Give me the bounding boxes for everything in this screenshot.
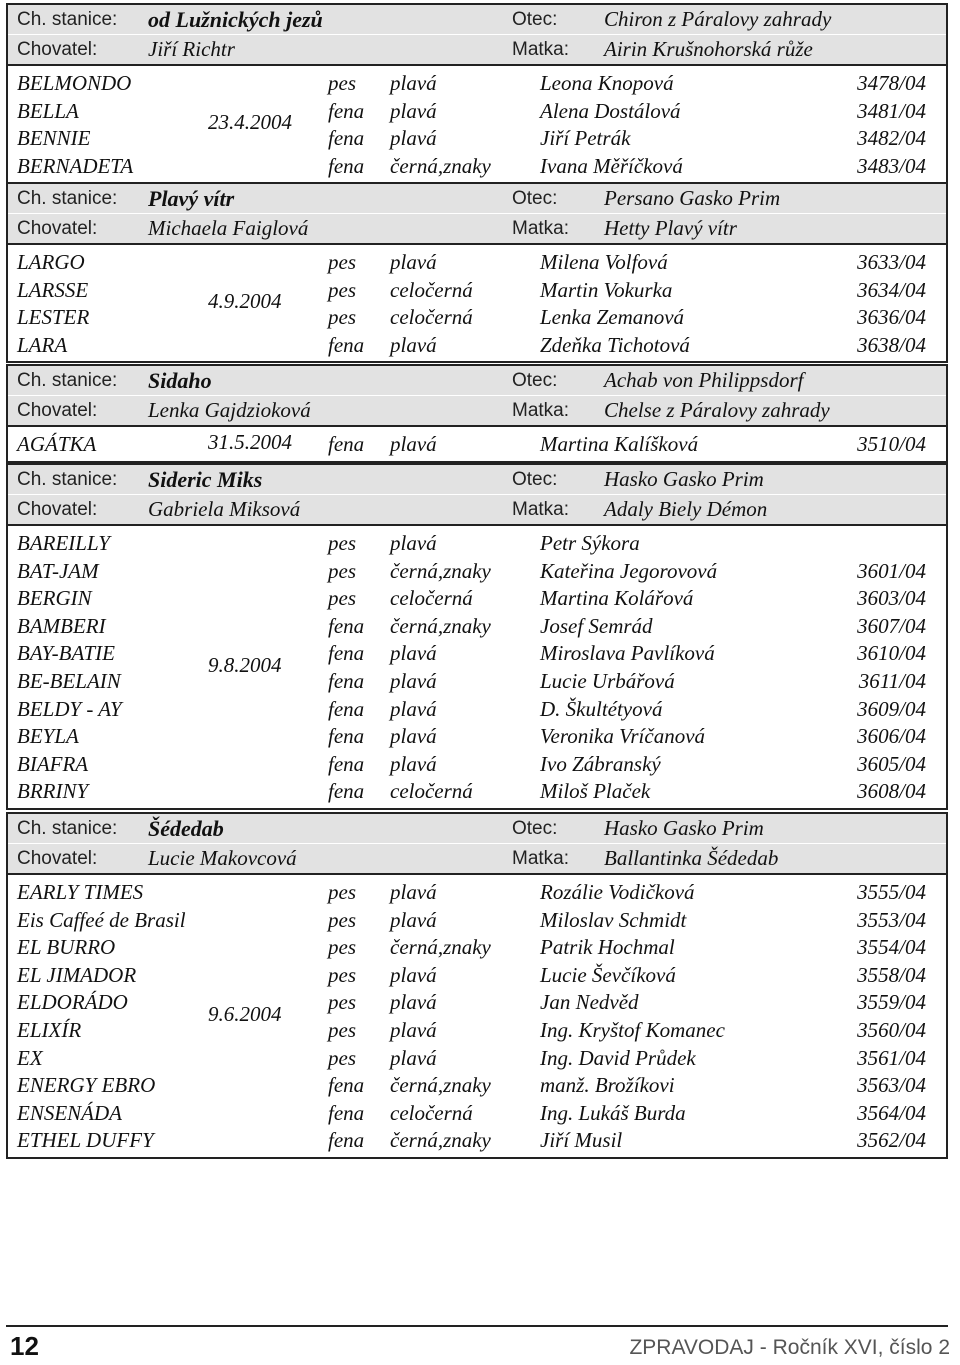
litter-block [6,812,948,1159]
pup-sex: fena [328,1128,365,1153]
publication-title: ZPRAVODAJ - Ročník XVI, číslo 2 [629,1336,950,1359]
mother-name: Ballantinka Šédedab [604,846,779,870]
pup-name: BAY-BATIE [17,641,115,666]
pup-number: 3510/04 [857,432,926,456]
pup-row [8,639,946,667]
pup-list [8,427,946,461]
station-label: Ch. stanice: [17,818,118,839]
pup-sex: pes [328,907,356,932]
breeder-name: Michaela Faiglová [148,216,309,240]
pup-name: LARSSE [17,277,89,302]
pup-owner: Martina Kolářová [540,586,694,611]
pup-owner: Miroslava Pavlíková [540,641,715,666]
mother-label: Matka: [512,218,570,239]
breeder-name: Lenka Gajdzioková [148,398,311,422]
pup-owner: Petr Sýkora [540,531,640,555]
pup-row [8,878,946,906]
station-label: Ch. stanice: [17,469,118,490]
pup-name: BERNADETA [17,153,134,178]
pup-number: 3638/04 [857,332,926,357]
pup-owner: Martina Kalíšková [540,432,699,456]
pup-number: 3603/04 [857,586,926,611]
pup-row [8,584,946,612]
pup-color: plavá [390,724,437,749]
pup-color: plavá [390,71,437,95]
birth-date: 23.4.2004 [208,110,292,135]
pup-sex: pes [328,990,356,1015]
litter-block [6,182,948,363]
pup-owner: Zdeňka Tichotová [540,332,690,357]
station-name: Šédedab [148,816,224,841]
pup-color: celočerná [390,305,473,330]
pup-row [8,933,946,961]
father-name: Chiron z Páralovy zahrady [604,7,832,31]
pup-sex: pes [328,558,356,583]
pup-sex: pes [328,880,356,904]
pup-name: BIAFRA [17,751,89,776]
mother-label: Matka: [512,848,570,869]
father-name: Persano Gasko Prim [604,186,781,210]
pup-name: EX [17,1045,43,1070]
pup-color: černá,znaky [390,558,491,583]
pup-color: plavá [390,1017,437,1042]
pup-color: plavá [390,990,437,1015]
pup-color: černá,znaky [390,935,491,960]
pup-number: 3553/04 [857,907,926,932]
pup-owner: Alena Dostálová [540,98,681,123]
pup-owner: Patrik Hochmal [540,935,675,960]
pup-row [8,695,946,723]
pup-name: ELDORÁDO [17,990,128,1015]
pup-row [8,906,946,934]
pup-owner: Josef Semrád [540,613,653,638]
pup-sex: pes [328,1017,356,1042]
litter-block [6,3,948,184]
pup-name: BE-BELAIN [17,668,121,693]
pup-number: 3564/04 [857,1100,926,1125]
birth-date: 9.8.2004 [208,653,282,677]
mother-name: Hetty Plavý vítr [604,216,737,240]
pup-name: EARLY TIMES [17,880,144,904]
footer-divider [6,1325,948,1327]
mother-label: Matka: [512,39,570,60]
pup-name: AGÁTKA [17,432,97,456]
pup-row [8,430,946,458]
litter-header [8,5,946,66]
breeder-name: Gabriela Miksová [148,497,301,521]
pup-row [8,722,946,750]
pup-owner: Miloslav Schmidt [540,907,687,932]
pup-number: 3554/04 [857,935,926,960]
pup-row [8,529,946,557]
pup-row [8,777,946,805]
pup-number: 3609/04 [857,696,926,721]
pup-row [8,988,946,1016]
pup-row [8,750,946,778]
pup-owner: Kateřina Jegorovová [540,558,718,583]
litter-header [8,184,946,245]
pup-color: plavá [390,907,437,932]
father-name: Achab von Philippsdorf [604,368,804,392]
mother-label: Matka: [512,400,570,421]
father-label: Otec: [512,370,558,391]
pup-owner: Miloš Plaček [540,779,651,804]
pup-name: BEYLA [17,724,79,749]
father-label: Otec: [512,469,558,490]
pup-name: BAT-JAM [17,558,99,583]
pup-number: 3562/04 [857,1128,926,1153]
pup-owner: Ing. Kryštof Komanec [540,1017,725,1042]
pup-row [8,667,946,695]
pup-name: BELLA [17,98,79,123]
breeder-label: Chovatel: [17,218,98,239]
pup-sex: fena [328,641,365,666]
breeder-name: Jiří Richtr [148,37,235,61]
father-name: Hasko Gasko Prim [604,816,764,840]
station-label: Ch. stanice: [17,188,118,209]
station-name: Plavý vítr [148,186,235,211]
pup-number: 3561/04 [857,1045,926,1070]
pup-row [8,152,946,180]
pup-owner: Veronika Vríčanová [540,724,706,749]
pup-sex: pes [328,962,356,987]
pup-color: plavá [390,641,437,666]
litter-header [8,814,946,875]
pup-owner: Lucie Ševčíková [540,962,676,987]
pup-color: celočerná [390,1100,473,1125]
pup-row [8,1126,946,1154]
pup-number: 3610/04 [857,641,926,666]
pup-row [8,612,946,640]
pup-number: 3558/04 [857,962,926,987]
pup-number: 3606/04 [857,724,926,749]
pup-name: BERGIN [17,586,92,611]
pup-name: ELIXÍR [17,1017,82,1042]
pup-name: LESTER [17,305,90,330]
pup-owner: Ing. Lukáš Burda [540,1100,686,1125]
pup-row [8,331,946,359]
pup-color: černá,znaky [390,1128,491,1153]
pup-sex: fena [328,1073,365,1098]
pup-row [8,97,946,125]
mother-label: Matka: [512,499,570,520]
pup-number: 3611/04 [858,668,926,693]
pup-sex: pes [328,277,356,302]
father-label: Otec: [512,9,558,30]
pup-row [8,961,946,989]
station-label: Ch. stanice: [17,370,118,391]
breeder-label: Chovatel: [17,499,98,520]
pup-number: 3607/04 [857,613,926,638]
pup-name: EL JIMADOR [17,962,137,987]
pup-owner: Leona Knopová [540,71,674,95]
page-number: 12 [10,1331,39,1361]
pup-owner: Jiří Musil [540,1128,623,1153]
pup-name: BAREILLY [17,531,110,555]
pup-sex: fena [328,696,365,721]
pup-name: BRRINY [17,779,89,804]
pup-number: 3560/04 [857,1017,926,1042]
pup-color: plavá [390,98,437,123]
pup-sex: pes [328,586,356,611]
pup-name: Eis Caffeé de Brasil [17,907,186,932]
station-name: Sidaho [148,368,212,393]
pup-list [8,875,946,1157]
pup-number: 3634/04 [857,277,926,302]
station-name: od Lužnických jezů [148,7,323,32]
pup-number: 3559/04 [857,990,926,1015]
pup-color: plavá [390,332,437,357]
mother-name: Adaly Biely Démon [604,497,768,521]
pup-sex: fena [328,126,365,151]
pup-color: celočerná [390,277,473,302]
father-name: Hasko Gasko Prim [604,467,764,491]
litter-block [6,463,948,810]
pup-color: plavá [390,696,437,721]
litter-header [8,465,946,526]
pup-sex: fena [328,668,365,693]
pup-color: plavá [390,962,437,987]
pup-sex: fena [328,1100,365,1125]
pup-number: 3636/04 [857,305,926,330]
pup-number: 3478/04 [857,71,926,95]
pup-owner: Jan Nedvěd [540,990,639,1015]
pup-number: 3563/04 [857,1073,926,1098]
pup-owner: Ivana Měříčková [540,153,683,178]
pup-list [8,245,946,361]
station-label: Ch. stanice: [17,9,118,30]
mother-name: Airin Krušnohorská růže [604,37,813,61]
pup-sex: fena [328,779,365,804]
pup-name: BENNIE [17,126,91,151]
pup-color: plavá [390,668,437,693]
pup-color: plavá [390,880,437,904]
pup-owner: Lenka Zemanová [540,305,685,330]
pup-color: černá,znaky [390,153,491,178]
pup-row [8,1044,946,1072]
pup-sex: fena [328,613,365,638]
pup-color: plavá [390,126,437,151]
father-label: Otec: [512,188,558,209]
birth-date: 31.5.2004 [208,429,292,454]
pup-sex: fena [328,751,365,776]
pup-sex: pes [328,250,356,274]
pup-color: černá,znaky [390,613,491,638]
pup-name: EL BURRO [17,935,116,960]
pup-owner: Ivo Zábranský [540,751,661,776]
litter-header [8,366,946,427]
pup-color: celočerná [390,586,473,611]
pup-color: plavá [390,1045,437,1070]
pup-color: plavá [390,250,437,274]
father-label: Otec: [512,818,558,839]
pup-row [8,276,946,304]
pup-name: LARA [17,332,68,357]
pup-owner: Rozálie Vodičková [540,880,695,904]
pup-row [8,248,946,276]
pup-sex: pes [328,1045,356,1070]
breeder-label: Chovatel: [17,848,98,869]
pup-row [8,124,946,152]
breeder-name: Lucie Makovcová [148,846,297,870]
pup-name: BELMONDO [17,71,132,95]
pup-number: 3601/04 [857,558,926,583]
breeder-label: Chovatel: [17,400,98,421]
pup-sex: fena [328,153,365,178]
pup-sex: pes [328,71,356,95]
pup-row [8,557,946,585]
pup-owner: Ing. David Průdek [540,1045,696,1070]
pup-number: 3482/04 [857,126,926,151]
litter-block [6,364,948,463]
pup-color: plavá [390,531,437,555]
pup-list [8,526,946,808]
pup-color: plavá [390,432,437,456]
pup-sex: fena [328,724,365,749]
pup-sex: fena [328,332,365,357]
pup-list [8,66,946,182]
pup-owner: manž. Brožíkovi [540,1073,675,1098]
pup-sex: pes [328,935,356,960]
mother-name: Chelse z Páralovy zahrady [604,398,830,422]
pup-row [8,1071,946,1099]
pup-number: 3481/04 [857,98,926,123]
pup-sex: fena [328,432,365,456]
pup-row [8,1016,946,1044]
birth-date: 9.6.2004 [208,1002,282,1026]
pup-number: 3608/04 [857,779,926,804]
pup-name: BAMBERI [17,613,106,638]
station-name: Sideric Miks [148,467,263,492]
breeder-label: Chovatel: [17,39,98,60]
pup-name: ETHEL DUFFY [17,1128,154,1153]
pup-row [8,1099,946,1127]
pup-sex: pes [328,305,356,330]
pup-number: 3633/04 [857,250,926,274]
pup-owner: Martin Vokurka [540,277,673,302]
pup-number: 3483/04 [857,153,926,178]
pup-owner: Jiří Petrák [540,126,631,151]
pup-color: černá,znaky [390,1073,491,1098]
pup-name: ENERGY EBRO [17,1073,156,1098]
pup-sex: fena [328,98,365,123]
pup-color: celočerná [390,779,473,804]
pup-row [8,303,946,331]
pup-owner: D. Škultétyová [540,696,663,721]
pup-number: 3555/04 [857,880,926,904]
birth-date: 4.9.2004 [208,289,282,314]
pup-owner: Lucie Urbářová [540,668,675,693]
pup-row [8,69,946,97]
pup-name: BELDY - AY [17,696,122,721]
pup-color: plavá [390,751,437,776]
pup-name: ENSENÁDA [17,1100,122,1125]
pup-number: 3605/04 [857,751,926,776]
pup-owner: Milena Volfová [540,250,668,274]
pup-sex: pes [328,531,356,555]
pup-name: LARGO [17,250,85,274]
